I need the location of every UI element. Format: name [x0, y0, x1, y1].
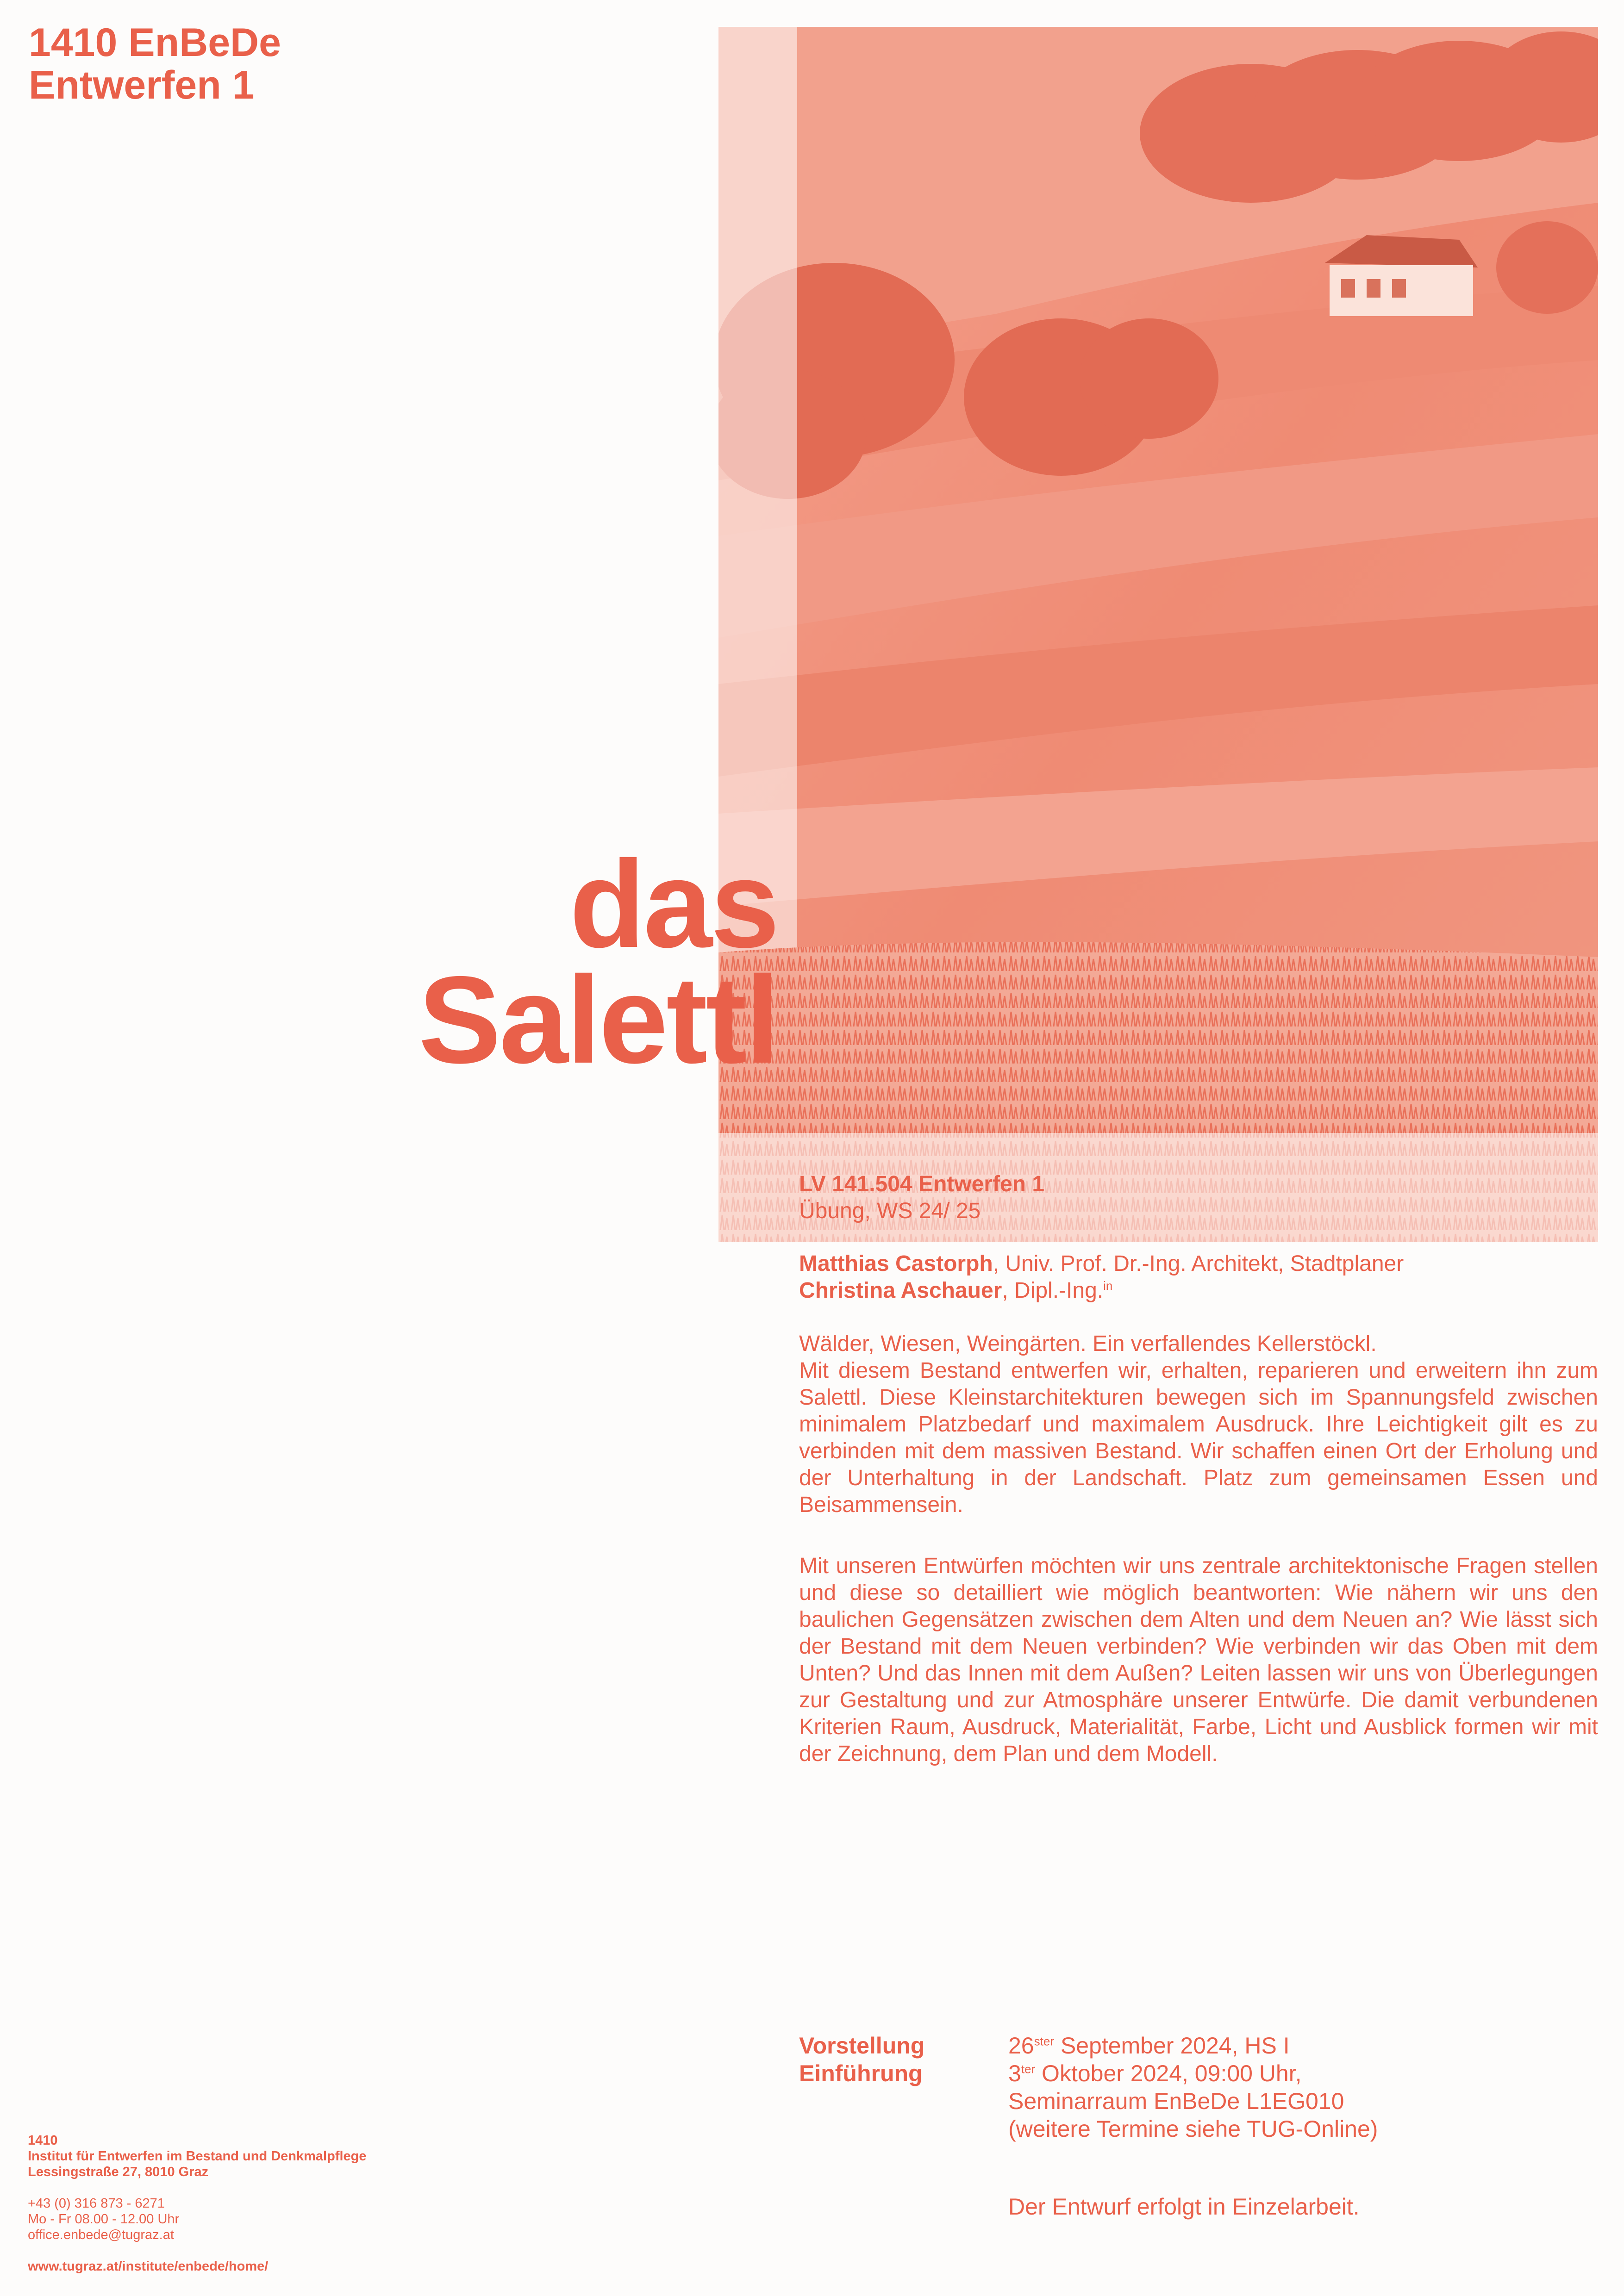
- lecturer-1: [799, 1251, 1598, 1277]
- header: [29, 21, 281, 106]
- intro-line: Wälder, Wiesen, Weingärten. Ein verfallendes Kellerstöckl.: [799, 1332, 1377, 1356]
- course-type: Übung, WS 24/ 25: [799, 1199, 981, 1223]
- course-code: LV 141.504 Entwerfen 1: [799, 1172, 1045, 1196]
- einfuehrung-ordinal: ter: [1021, 2062, 1036, 2076]
- footer-phone: +43 (0) 316 873 - 6271: [28, 2196, 165, 2211]
- footer-url[interactable]: www.tugraz.at/institute/enbede/home/: [28, 2259, 269, 2274]
- description-paragraph-2: Mit unseren Entwürfen möchten wir uns zentrale architektonische Fragen stellen und diese so detailliert wie möglich beantworten: Wie nähern wir uns den baulichen Gegensätzen zwischen dem Alten und dem Neuen an? Wie lässt sich der Bestand mit dem Neuen verbinden? Wie verbinden wir das Oben mit dem Unten? Und das Innen mit dem Außen? Leiten lassen wir uns von Überlegungen zur Gestaltung und zur Atmosphäre unserer Entwürfe. Die damit verbundenen Kriterien Raum, Ausdruck, Materialität, Farbe, Licht und Ausblick formen wir mit der Zeichnung, dem Plan und dem Modell.: [799, 1554, 1598, 1766]
- title-line-2: Salettl: [418, 950, 778, 1089]
- landscape-photo: [718, 27, 1598, 1242]
- vorstellung-rest: September 2024, HS I: [1054, 2033, 1290, 2059]
- lecturer-name: Christina Aschauer: [799, 1278, 1002, 1303]
- footer-email[interactable]: office.enbede@tugraz.at: [28, 2228, 174, 2242]
- footer-institute: Institut für Entwerfen im Bestand und Denkmalpflege: [28, 2149, 367, 2164]
- vorstellung-day: 26: [1008, 2033, 1034, 2059]
- einfuehrung-label: Einführung: [799, 2060, 923, 2086]
- work-mode-note: Der Entwurf erfolgt in Einzelarbeit.: [1008, 2194, 1360, 2220]
- header-line-1: 1410 EnBeDe: [29, 20, 281, 65]
- lecturer-2: [799, 1277, 1598, 1304]
- description-paragraph-1: [799, 1331, 1598, 1518]
- lecturer-title-suffix: in: [1103, 1279, 1113, 1293]
- page-title: [418, 834, 778, 1089]
- einfuehrung-rest: Oktober 2024, 09:00 Uhr,: [1035, 2060, 1302, 2086]
- einfuehrung-day: 3: [1008, 2060, 1021, 2086]
- course-info: [799, 1171, 1598, 1225]
- footer-hours: Mo - Fr 08.00 - 12.00 Uhr: [28, 2212, 180, 2227]
- intro-body: Mit diesem Bestand entwerfen wir, erhalten, reparieren und erweitern ihn zum Salettl. Diese Kleinstarchitekturen bewegen sich im Spannungsfeld zwischen minimalem Platzbedarf und maximalem Ausdruck. Ihre Leichtigkeit gilt es zu verbinden mit dem massiven Bestand. Wir schaffen einen Ort der Erholung und der Unterhaltung in der Landschaft. Platz zum gemeinsamen Essen und Beisammensein.: [799, 1358, 1598, 1517]
- header-line-2: Entwerfen 1: [29, 63, 255, 107]
- lecturer-title: , Dipl.-Ing.: [1002, 1278, 1104, 1303]
- landscape-photo-icon: [718, 27, 1598, 1242]
- einfuehrung-room: Seminarraum EnBeDe L1EG010: [1008, 2088, 1344, 2114]
- einfuehrung-date: [1008, 2060, 1425, 2143]
- title-line-1: das: [569, 834, 778, 973]
- lecturer-name: Matthias Castorph: [799, 1251, 993, 1276]
- vorstellung-date: [1008, 2032, 1425, 2060]
- footer: [28, 2133, 367, 2274]
- einfuehrung-note: (weitere Termine siehe TUG-Online): [1008, 2116, 1378, 2142]
- footer-number: 1410: [28, 2133, 58, 2148]
- lecturer-title: , Univ. Prof. Dr.-Ing. Architekt, Stadtplaner: [993, 1251, 1404, 1276]
- footer-address: Lessingstraße 27, 8010 Graz: [28, 2165, 209, 2179]
- vorstellung-ordinal: ster: [1034, 2034, 1054, 2048]
- lecturers: [799, 1251, 1598, 1304]
- vorstellung-label: Vorstellung: [799, 2033, 925, 2059]
